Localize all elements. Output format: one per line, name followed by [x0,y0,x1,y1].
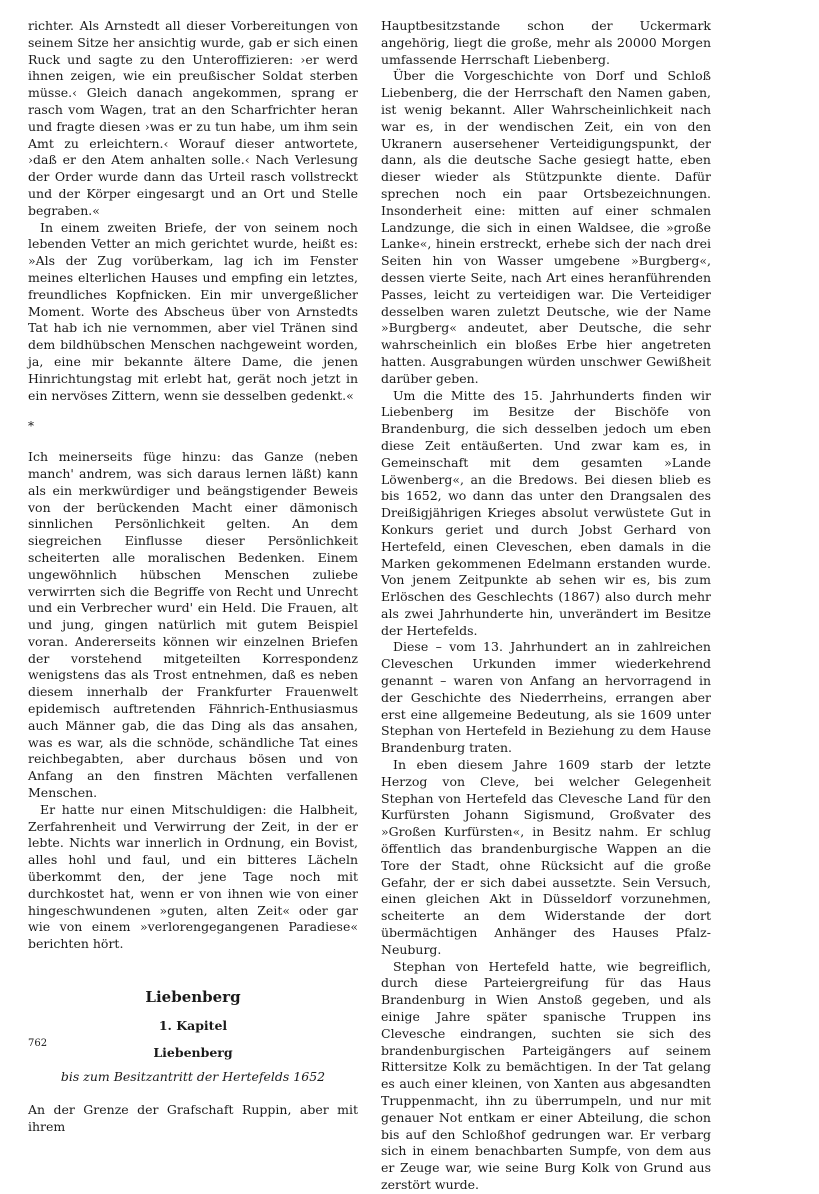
section-separator: * [28,419,34,434]
page-number: 762 [28,1038,48,1049]
paragraph: Hauptbesitzstande schon der Uckermark angehörig, liegt die große, mehr als 20000 Morgen umfassende Herrschaft Liebenberg. [381,18,711,67]
paragraph: In einem zweiten Briefe, der von seinem noch lebenden Vetter an mich gerichtet wurde, heißt es: »Als der Zug vorüberkam, lag ich im Fenster meines elterlichen Hauses und empfing ein letztes, freundliches Kopfnicken. Ein mir unvergeßlicher Moment. Worte des Abscheus über von Arnstedts Tat hab ich nie vernommen, aber viel Tränen sind dem bildhübschen Menschen nachgeweint worden, ja, eine mir bekannte ältere Dame, die jenen Hinrichtungstag mit erlebt hat, gerät noch jetzt in ein nervöses Zittern, wenn sie desselben gedenkt.« [28,219,358,403]
paragraph: richter. Als Arnstedt all dieser Vorbereitungen von seinem Sitze her ansichtig wurde, gab er sich einen Ruck und sagte zu den Unteroffizieren: ›er werd ihnen zeigen, wie ein preußischer Soldat sterben müsse.‹ Gleich danach angekommen, sprang er rasch vom Wagen, trat an den Scharfrichter heran und fragte diesen ›was er zu tun habe, um ihm sein Amt zu erleichtern.‹ Worauf dieser antwortete, ›daß er den Atem anhalten solle.‹ Nach Verlesung der Order wurde dann das Urteil rasch vollstreckt und der Körper eingesargt und an Ort und Stelle begraben.« [28,18,358,218]
chapter-number: 1. Kapitel [158,1017,228,1033]
chapter-title: Liebenberg [145,988,241,1007]
chapter-subtitle: Liebenberg [153,1044,233,1060]
paragraph: Ich meinerseits füge hinzu: das Ganze (neben manch' andrem, was sich daraus lernen läßt) kann als ein merkwürdiger und beängstigender Beweis von der berückenden Macht einer dämonisch sinnlichen Persönlichkeit gelten. An dem siegreichen Einflusse dieser Persönlichkeit scheiterten alle moralischen Bedenken. Einem ungewöhnlich hübschen Menschen zuliebe verwirrten sich die Begriffe von Recht und Unrecht und ein Verbrecher wurd' ein Held. Die Frauen, alt und jung, gingen natürlich mit gutem Beispiel voran. Andererseits können wir einzelnen Briefen der vorstehend mitgeteilten Korrespondenz wenigstens das als Trost entnehmen, daß es neben diesem innerhalb der Frankfurter Frauenwelt epidemisch auftretenden Fähnrich-Enthusiasmus auch Männer gab, die das Ding als das ansahen, was es war, als die schnöde, schändliche Tat eines reichbegabten, aber durchaus bösen und von Anfang an den finstren Mächten verfallenen Menschen. [28,449,358,801]
left-column [28,18,358,1136]
paragraph: In eben diesem Jahre 1609 starb der letzte Herzog von Cleve, bei welcher Gelegenheit Stephan von Hertefeld das Clevesche Land für den Kurfürsten Johann Sigismund, Großvater des »Großen Kurfürsten«, in Besitz nahm. Er schlug öffentlich das brandenburgische Wappen an die Tore der Stadt, ohne Rücksicht auf die große Gefahr, der er sich dabei aussetzte. Sein Versuch, einen gleichen Akt in Düsseldorf vorzunehmen, scheiterte an dem Widerstande der dort übermächtigen Anhänger des Hauses Pfalz-Neuburg. [381,757,711,957]
paragraph: Um die Mitte des 15. Jahrhunderts finden wir Liebenberg im Besitze der Bischöfe von Brandenburg, die sich desselben jedoch um eben diese Zeit entäußerten. Und zwar kam es, in Gemeinschaft mit dem gesamten »Lande Löwenberg«, an die Bredows. Bei diesen blieb es bis 1652, wo dann das unter den Drangsalen des Dreißigjährigen Krieges absolut verwüstete Gut in Konkurs geriet und durch Jobst Gerhard von Hertefeld, einen Cleveschen, eben damals in die Marken gekommenen Edelmann erstanden wurde. Von jenem Zeitpunkte ab sehen wir es, bis zum Erlöschen des Geschlechts (1867) also durch mehr als zwei Jahrhunderte hin, unverändert im Besitze der Hertefelds. [381,387,711,638]
paragraph: Über die Vorgeschichte von Dorf und Schloß Liebenberg, die der Herrschaft den Namen gaben, ist wenig bekannt. Aller Wahrscheinlichkeit nach war es, in der wendischen Zeit, ein von den Ukranern ausersehener Verteidigungspunkt, der dann, als die deutsche Sache gesiegt hatte, eben dieser wieder als Stützpunkte diente. Dafür sprechen noch ein paar Ortsbezeichnungen. Insonderheit eine: mitten auf einer schmalen Landzunge, die sich in einen Waldsee, die »große Lanke«, hinein erstreckt, erhebe sich der nach drei Seiten hin von Wasser umgebene »Burgberg«, dessen vierte Seite, nach Art eines heranführenden Passes, leicht zu verteidigen war. Die Verteidiger desselben waren zuletzt Deutsche, wie der Name »Burgberg« andeutet, aber Deutsche, die sehr wahrscheinlich ein bloßes Erbe hier angetreten hatten. Ausgrabungen würden unschwer Gewißheit darüber geben. [381,68,711,386]
right-column [381,18,711,1194]
paragraph: Diese – vom 13. Jahrhundert an in zahlreichen Cleveschen Urkunden immer wiederkehrend genannt – waren von Anfang an hervorragend in der Geschichte des Niederrheins, errangen aber erst eine allgemeine Bedeutung, als sie 1609 unter Stephan von Hertefeld in Beziehung zu dem Hause Brandenburg traten. [381,639,711,756]
paragraph: Er hatte nur einen Mitschuldigen: die Halbheit, Zerfahrenheit und Verwirrung der Zeit, in der er lebte. Nichts war innerlich in Ordnung, ein Bovist, alles hohl und faul, und ein bitteres Lächeln überkommt den, der jene Tage noch mit durchkostet hat, wenn er von ihnen wie von einer hingeschwundenen »guten, alten Zeit« oder gar wie von einem »verlorengegangenen Paradiese« berichten hört. [28,801,358,952]
paragraph: Stephan von Hertefeld hatte, wie begreiflich, durch diese Parteiergreifung für das Haus Brandenburg in Wien Anstoß gegeben, und als einige Jahre später spanische Truppen ins Clevesche eindrangen, suchten sie sich des brandenburgischen Parteigängers auf seinem Rittersitze Kolk zu bemächtigen. In der Tat gelang es auch einer kleinen, von Xanten aus abgesandten Truppenmacht, ihn zu überrumpeln, und nur mit genauer Not entkam er einer Abteilung, die schon bis auf den Schloßhof gedrungen war. Er verbarg sich in einem benachbarten Sumpfe, von dem aus er Zeuge war, wie seine Burg Kolk von Grund aus zerstört wurde. [381,958,711,1192]
paragraph: An der Grenze der Grafschaft Ruppin, aber mit ihrem [28,1102,358,1135]
chapter-tagline: bis zum Besitzantritt der Hertefelds 1652 [60,1069,326,1085]
